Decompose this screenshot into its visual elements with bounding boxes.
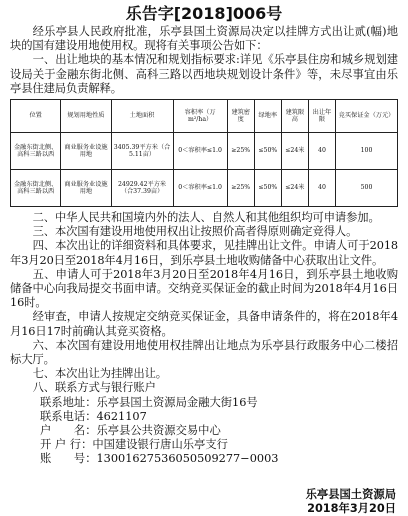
table-cell: ≥25% [227, 170, 254, 207]
header-green-ratio: 绿地率 [254, 100, 281, 133]
table-cell: 24929.42平方米（合37.39亩） [111, 170, 173, 207]
table-row [11, 170, 398, 207]
section-7-paragraph: 七、本次出让为挂牌出让。 [32, 367, 167, 381]
table-cell: ≤24米 [281, 170, 308, 207]
header-height-limit: 建筑限高 [281, 100, 308, 133]
header-area: 土地面积 [111, 100, 173, 133]
header-plot-ratio: 容积率（万m²/ha） [173, 100, 227, 133]
header-building-density: 建筑密度 [227, 100, 254, 133]
table-cell: 40 [308, 170, 335, 207]
section-5-paragraph: 五、申请人可于2018年3月20日至2018年4月16日，到乐亭县土地收购储备中心向我局提交书面申请。交纳竞买保证金的截止时间为2018年4月16日16时。 [10, 267, 398, 310]
section-6-paragraph: 六、本次国有建设用地使用权挂牌出让地点为乐亭县行政服务中心二楼招标大厅。 [10, 338, 398, 367]
table-cell: 40 [308, 133, 335, 170]
header-location: 位置 [11, 100, 61, 133]
table-cell: 0＜容积率≤1.0 [173, 170, 227, 207]
table-cell: 商业服务业设施用地 [61, 170, 111, 207]
header-land-use: 规划用地性质 [61, 100, 111, 133]
section-1-paragraph: 一、出让地块的基本情况和规划指标要求:详见《乐亭县住房和城乡规划建设局关于金融东街北侧、高科三路以西地块规划设计条件》等，未尽事宜由乐亭县住建局负责解释。 [10, 53, 398, 95]
account-name: 户 名：乐亭县公共资源交易中心 [40, 424, 221, 438]
account-number: 账 号：13001627536050509277−0003 [40, 452, 279, 466]
section-2-paragraph: 二、中华人民共和国境内外的法人、自然人和其他组织均可申请参加。 [32, 211, 380, 225]
table-cell: 商业服务业设施用地 [61, 133, 111, 170]
intro-paragraph: 经乐亭县人民政府批准，乐亭县国土资源局决定以挂牌方式出让贰(幅)地块的国有建设用地使用权。现将有关事项公告如下： [10, 25, 398, 53]
contact-phone: 联系电话：4621107 [40, 409, 147, 423]
section-4-paragraph: 四、本次出让的详细资料和具体要求，见挂牌出让文件。申请人可于2018年3月20日至2018年4月16日，到乐亭县土地收购储备中心获取出让文件。 [10, 239, 398, 267]
table-cell: ≤50% [254, 133, 281, 170]
section-3-paragraph: 三、本次国有建设用地使用权出让按照价高者得原则确定竞得人。 [32, 225, 358, 239]
table-cell: ≤50% [254, 170, 281, 207]
qualification-paragraph: 经审查，申请人按规定交纳竞买保证金，具备申请条件的，将在2018年4月16日17时前确认其竞买资格。 [10, 310, 398, 338]
notice-title: 乐告字[2018]006号 [125, 4, 283, 23]
table-cell: 金融东街北侧、高科三路以西 [11, 133, 61, 170]
signature-date: 2018年3月20日 [307, 502, 396, 515]
table-cell: ≤24米 [281, 133, 308, 170]
table-cell: 3405.39平方米（合5.11亩） [111, 133, 173, 170]
section-8-heading: 八、联系方式与银行账户 [32, 381, 156, 395]
header-term: 出让年限 [308, 100, 335, 133]
contact-address: 联系地址：乐亭县国土资源局金融大街16号 [40, 395, 258, 409]
table-cell: 100 [336, 133, 398, 170]
table-cell: ≥25% [227, 133, 254, 170]
table-row [11, 133, 398, 170]
table-cell: 500 [336, 170, 398, 207]
bank-name: 开 户 行：中国建设银行唐山乐亭支行 [40, 438, 228, 452]
header-deposit: 竞买保证金（万元） [336, 100, 398, 133]
signature-organization: 乐亭县国土资源局 [305, 488, 396, 501]
table-cell: 金融东街北侧、高科三路以西 [11, 170, 61, 207]
land-parcel-table [10, 99, 398, 207]
table-cell: 0＜容积率≤1.0 [173, 133, 227, 170]
table-header-row [11, 100, 398, 133]
